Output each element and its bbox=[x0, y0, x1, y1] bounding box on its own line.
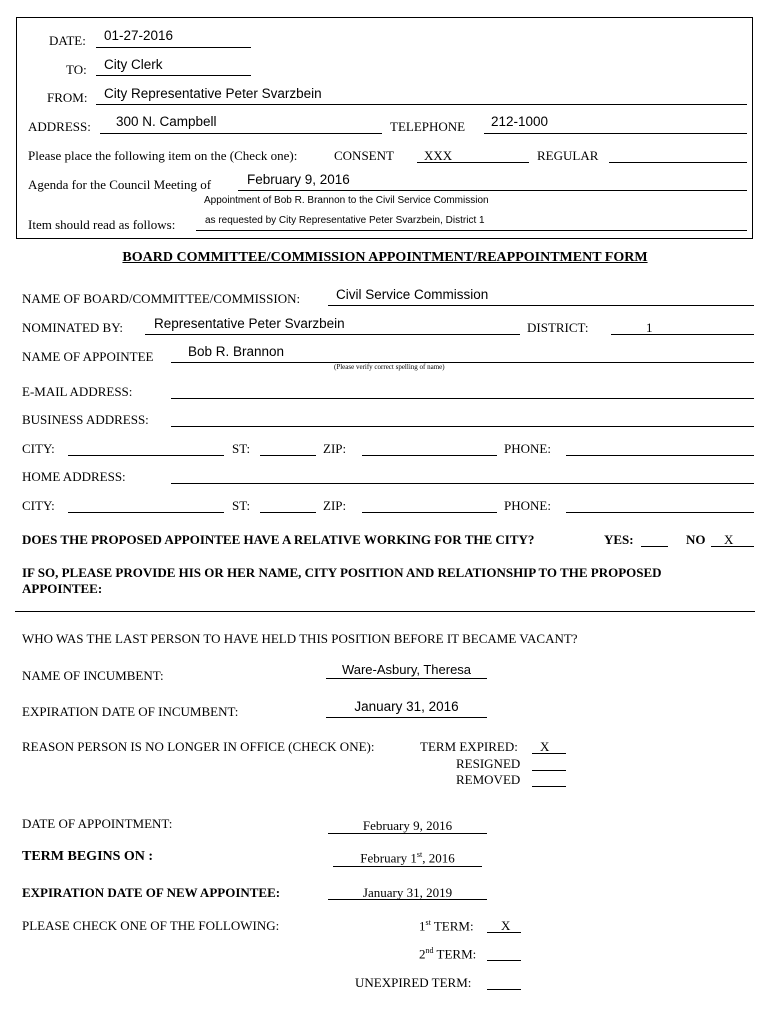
address-line bbox=[100, 133, 382, 134]
date-label: DATE: bbox=[49, 33, 86, 48]
resigned-label: RESIGNED bbox=[456, 756, 521, 771]
first-term-value: X bbox=[501, 918, 511, 933]
section-divider bbox=[15, 611, 755, 612]
term-begins-line bbox=[333, 866, 482, 867]
home-phone-line bbox=[566, 512, 754, 513]
nominated-label: NOMINATED BY: bbox=[22, 320, 123, 335]
removed-label: REMOVED bbox=[456, 772, 521, 787]
appointee-label: NAME OF APPOINTEE bbox=[22, 349, 154, 364]
business-address-label: BUSINESS ADDRESS: bbox=[22, 412, 149, 427]
district-label: DISTRICT: bbox=[527, 320, 589, 335]
home-city-label: CITY: bbox=[22, 498, 55, 513]
appointment-date-label: DATE OF APPOINTMENT: bbox=[22, 816, 173, 831]
incumbent-question: WHO WAS THE LAST PERSON TO HAVE HELD THIS POSITION BEFORE IT BECAME VACANT? bbox=[22, 631, 578, 646]
regular-line bbox=[609, 162, 747, 163]
date-value: 01-27-2016 bbox=[104, 28, 174, 43]
consent-line bbox=[417, 162, 529, 163]
business-zip-label: ZIP: bbox=[323, 441, 347, 456]
business-zip-line bbox=[362, 455, 497, 456]
item-line-1: Appointment of Bob R. Brannon to the Civil Service Commission bbox=[204, 195, 489, 206]
appointee-line bbox=[171, 362, 754, 363]
agenda-value: February 9, 2016 bbox=[247, 172, 350, 187]
reason-label: REASON PERSON IS NO LONGER IN OFFICE (CHECK ONE): bbox=[22, 739, 375, 754]
appointment-date-line bbox=[328, 833, 487, 834]
board-label: NAME OF BOARD/COMMITTEE/COMMISSION: bbox=[22, 291, 301, 306]
address-label: ADDRESS: bbox=[28, 119, 91, 134]
telephone-line bbox=[484, 133, 747, 134]
home-address-label: HOME ADDRESS: bbox=[22, 469, 126, 484]
business-phone-line bbox=[566, 455, 754, 456]
home-st-label: ST: bbox=[232, 498, 251, 513]
if-so-text-2: APPOINTEE: bbox=[22, 581, 103, 596]
first-term-line bbox=[487, 932, 521, 933]
incumbent-exp-line bbox=[326, 717, 487, 718]
business-city-line bbox=[68, 455, 224, 456]
if-so-text: IF SO, PLEASE PROVIDE HIS OR HER NAME, CITY POSITION AND RELATIONSHIP TO THE PROPOSED bbox=[22, 565, 662, 580]
email-line bbox=[171, 398, 754, 399]
term-expired-label: TERM EXPIRED: bbox=[420, 739, 518, 754]
business-st-label: ST: bbox=[232, 441, 251, 456]
term-begins-value: February 1st, 2016 bbox=[360, 850, 455, 866]
incumbent-exp-label: EXPIRATION DATE OF INCUMBENT: bbox=[22, 704, 239, 719]
check-label: PLEASE CHECK ONE OF THE FOLLOWING: bbox=[22, 918, 280, 933]
business-city-label: CITY: bbox=[22, 441, 55, 456]
telephone-label: TELEPHONE bbox=[390, 119, 466, 134]
to-value: City Clerk bbox=[104, 57, 163, 72]
place-item-text: Please place the following item on the (Check one): bbox=[28, 148, 298, 163]
unexpired-term-line bbox=[487, 989, 521, 990]
from-value: City Representative Peter Svarzbein bbox=[104, 86, 322, 101]
removed-line bbox=[532, 786, 566, 787]
incumbent-exp-value: January 31, 2016 bbox=[354, 699, 459, 714]
nominated-line bbox=[145, 334, 520, 335]
agenda-label: Agenda for the Council Meeting of bbox=[28, 177, 212, 192]
new-exp-label: EXPIRATION DATE OF NEW APPOINTEE: bbox=[22, 885, 281, 900]
second-term-label: 2nd TERM: bbox=[419, 946, 477, 962]
incumbent-name-label: NAME OF INCUMBENT: bbox=[22, 668, 164, 683]
from-label: FROM: bbox=[47, 90, 88, 105]
term-expired-value: X bbox=[540, 739, 550, 754]
home-st-line bbox=[260, 512, 316, 513]
address-value: 300 N. Campbell bbox=[116, 114, 217, 129]
yes-label: YES: bbox=[604, 532, 634, 547]
district-line bbox=[611, 334, 754, 335]
no-line bbox=[711, 546, 754, 547]
home-zip-line bbox=[362, 512, 497, 513]
business-phone-label: PHONE: bbox=[504, 441, 551, 456]
regular-label: REGULAR bbox=[537, 148, 599, 163]
verify-note: (Please verify correct spelling of name) bbox=[334, 363, 445, 371]
term-begins-label: TERM BEGINS ON : bbox=[22, 849, 154, 864]
appointee-value: Bob R. Brannon bbox=[188, 344, 285, 359]
district-value: 1 bbox=[646, 320, 653, 335]
new-exp-line bbox=[328, 899, 487, 900]
item-line bbox=[196, 230, 747, 231]
business-address-line bbox=[171, 426, 754, 427]
unexpired-term-label: UNEXPIRED TERM: bbox=[355, 975, 472, 990]
board-value: Civil Service Commission bbox=[336, 287, 489, 302]
item-label: Item should read as follows: bbox=[28, 217, 176, 232]
consent-value: XXX bbox=[424, 148, 453, 163]
new-exp-value: January 31, 2019 bbox=[362, 885, 453, 900]
second-term-line bbox=[487, 960, 521, 961]
to-line bbox=[96, 75, 251, 76]
consent-label: CONSENT bbox=[334, 148, 394, 163]
board-line bbox=[328, 305, 754, 306]
relative-question: DOES THE PROPOSED APPOINTEE HAVE A RELATIVE WORKING FOR THE CITY? bbox=[22, 532, 535, 547]
business-st-line bbox=[260, 455, 316, 456]
email-label: E-MAIL ADDRESS: bbox=[22, 384, 133, 399]
to-label: TO: bbox=[66, 62, 87, 77]
telephone-value: 212-1000 bbox=[491, 114, 549, 129]
form-title: BOARD COMMITTEE/COMMISSION APPOINTMENT/REAPPOINTMENT FORM bbox=[122, 250, 648, 265]
term-expired-line bbox=[532, 753, 566, 754]
home-phone-label: PHONE: bbox=[504, 498, 551, 513]
home-zip-label: ZIP: bbox=[323, 498, 347, 513]
agenda-line bbox=[238, 190, 747, 191]
from-line bbox=[96, 104, 747, 105]
appointment-date-value: February 9, 2016 bbox=[362, 818, 453, 833]
item-line-2: as requested by City Representative Peter Svarzbein, District 1 bbox=[205, 215, 485, 226]
incumbent-name-value: Ware-Asbury, Theresa bbox=[341, 662, 472, 677]
home-city-line bbox=[68, 512, 224, 513]
first-term-label: 1st TERM: bbox=[419, 918, 474, 934]
home-address-line bbox=[171, 483, 754, 484]
incumbent-name-line bbox=[326, 678, 487, 679]
no-label: NO bbox=[686, 532, 706, 547]
resigned-line bbox=[532, 770, 566, 771]
no-value: X bbox=[724, 532, 734, 547]
nominated-value: Representative Peter Svarzbein bbox=[154, 316, 345, 331]
date-line bbox=[96, 47, 251, 48]
yes-line bbox=[641, 546, 668, 547]
